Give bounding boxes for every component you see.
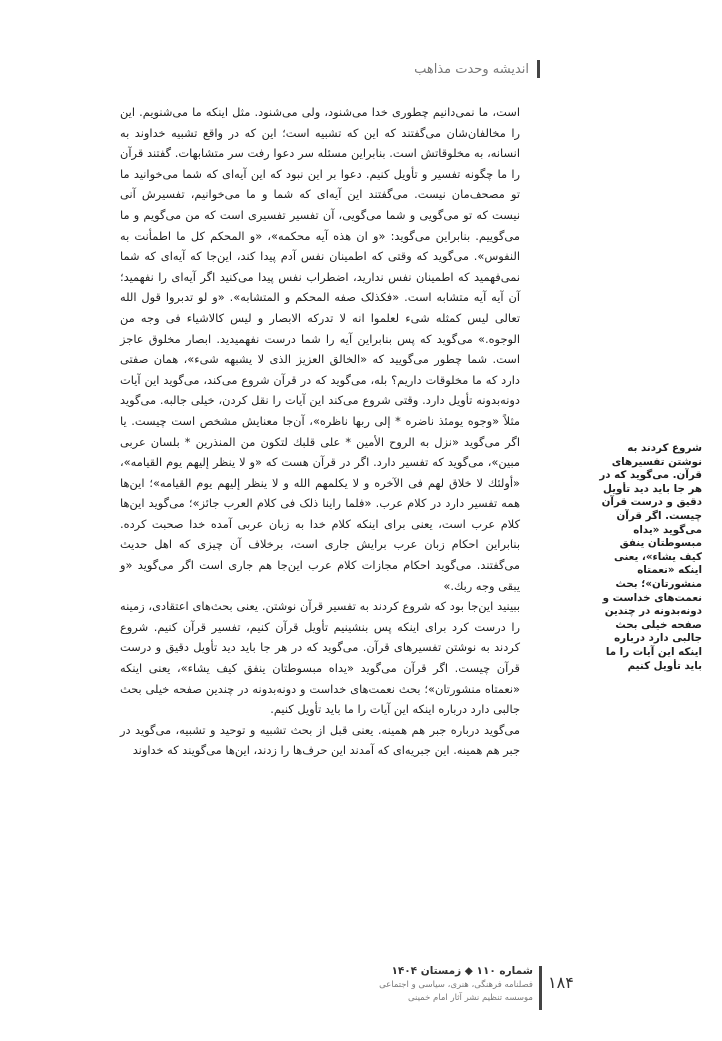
pull-quote: شروع کردند به نوشتن تفسیرهای قرآن. می‌گوید که در هر جا باید دید تأویل دقیق و درست قرآن چیست. اگر قرآن می‌گوید «یداه مبسوطتان ینفق کیف یشاء»، یعنی اینکه «نعمتاه منشورتان»؛ بحث نعمت‌های خداست و دونه‌بدونه در چندین صفحه خیلی بحث جالبی دارد درباره اینکه این آیات را ما باید تأویل کنیم: [599, 442, 702, 672]
body-paragraph: است، ما نمی‌دانیم چطوری خدا می‌شنود، ولی می‌شنود. مثل اینکه ما می‌شنویم. این را مخالفان‌شان می‌گفتند که این که تشبیه است؛ این که در واقع تشبیه خداوند به انسانه، به مخلوقاتش است. بنابراین مسئله سر دعوا رفت سر متشابهات. گفتند قرآن را ما چگونه تفسیر و تأویل کنیم. دعوا بر این نبود که این آیه‌ای که شما می‌خوانید ما تو مصحف‌مان نیست. می‌گفتند این آیه‌ای که شما و ما می‌خوانیم، تفسیرش آنی نیست که تو می‌گویی و شما می‌گویی، آن تفسیر تفسیری است که من می‌گویم و ما می‌گوییم. بنابراین می‌گوید: «و ان هذه آیه محکمه»، «و المحکم کل ما اطمأنت به النفوس». می‌گوید که وقتی که اطمینان نفس آدم پیدا کند، این‌جا که آیه‌ای که شما نمی‌فهمید که اطمینان نفس ندارید، اضطراب نفس پیدا می‌کنید اگر آیه‌ای را نفهمید؛ آن آیه آیه متشابه است. «فکذلک صفه المحکم و المتشابه». «و لو تدبروا قول الله تعالی لیس کمثله شیء لعلموا انه لا تدرکه الابصار و لیس کالاشیاء فی وجه من الوجوه.» می‌گوید که پس بنابراین آیه را شما درست نفهمیدید. ابصار مخلوق عاجز است. شما چطور می‌گویید که «الخالق العزیز الذی لا یشبهه شیء»، همان صفتی دارد که ما مخلوقات داریم؟ بله، می‌گوید که در قرآن شروع می‌کند، می‌گوید این آیات دونه‌بدونه تأویل دارد. وقتی شروع می‌کند این آیات را نقل کردن، خیلی جالبه. می‌گوید مثلاً «وجوه یومئذ ناضره * إلی ربها ناظره»، آن‌جا معنایش مشخص است چیست. یا اگر می‌گوید «نزل به الروح الأمین * علی قلبك لتكون من المنذرین * بلسان عربی مبین»، می‌گوید که تفسیر دارد. اگر در قرآن هست که «و لا ینظر إلیهم یوم القیامه»، «أولئك لا خلاق لهم فی الآخره و لا یكلمهم الله و لا ینظر إلیهم یوم القیامه»؛ این‌ها همه تفسیر دارد در کلام عرب. «فلما راینا ذلک فی کلام العرب جائز»؛ می‌گوید این‌ها کلام عرب است، یعنی برای اینکه کلام خدا به زبان عربی آمده خدا صحبت کرده. بنابراین احکام زبان عرب برایش جاری است، برخلاف آن چیزی که اهل حدیث می‌گفتند. می‌گوید احکام مجازات کلام عرب این‌جا هم جاری است اگر می‌گوید «و یبقی وجه ربك.»: [120, 105, 520, 593]
publisher-name: موسسه تنظیم نشر آثار امام خمینی: [407, 993, 533, 1003]
body-paragraph: ببینید این‌جا بود که شروع کردند به تفسیر قرآن نوشتن. یعنی بحث‌های اعتقادی، زمینه را درست کرد برای اینکه پس بنشینیم تأویل قرآن کنیم، تفسیر قرآن کنیم. شروع کردند به نوشتن تفسیرهای قرآن. می‌گوید که در هر جا باید دید تأویل دقیق و درست قرآن چیست. اگر قرآن می‌گوید «یداه مبسوطتان ینفق کیف یشاء»، یعنی اینکه «نعمتاه منشورتان»؛ بحث نعمت‌های خداست و دونه‌بدونه در چندین صفحه خیلی بحث جالبی دارد درباره اینکه این آیات را ما باید تأویل کنیم.: [120, 599, 520, 717]
journal-description: فصلنامه فرهنگی، هنری، سیاسی و اجتماعی: [379, 980, 533, 990]
footer-bar: [539, 966, 542, 1010]
footer: [366, 964, 542, 1016]
running-header: [395, 58, 540, 80]
body-paragraph: می‌گوید درباره جبر هم همینه. یعنی قبل از بحث تشبیه و توحید و تشبیه، می‌گوید در جبر هم همینه. این جبریه‌ای که آمدند این حرف‌ها را زدند، این‌ها می‌گویند که خداوند: [120, 722, 520, 758]
body-text: [120, 102, 520, 761]
header-bar: [537, 60, 540, 78]
journal-section-title: اندیشه وحدت مذاهب: [414, 61, 529, 77]
page-number: ۱۸۴: [548, 973, 574, 992]
issue-info: شماره ۱۱۰ ◆ زمستان ۱۴۰۴: [391, 965, 533, 977]
